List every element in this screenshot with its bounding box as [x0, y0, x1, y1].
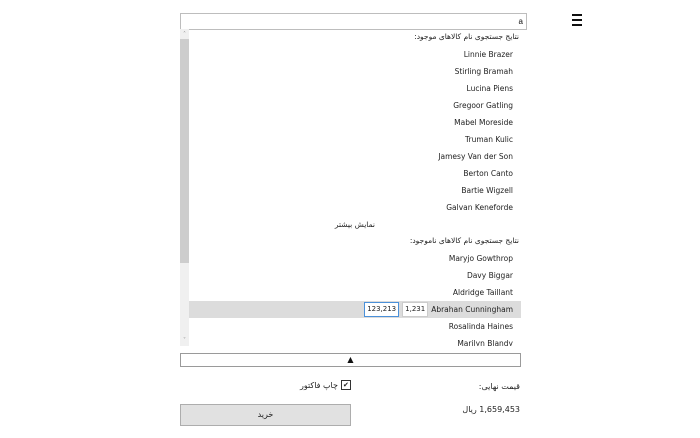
list-item[interactable]: Linnie Brazer — [463, 50, 513, 59]
list-item[interactable]: Berton Canto — [463, 169, 513, 178]
print-invoice-checkbox[interactable]: ✔ — [341, 380, 351, 390]
list-item[interactable]: Rosalinda Haines — [448, 322, 513, 331]
hamburger-menu-button[interactable] — [572, 14, 582, 28]
final-price-value: 1,659,453 ریال — [462, 405, 520, 414]
list-item[interactable]: Davy Biggar — [466, 271, 513, 280]
final-price-label: قیمت نهایی: — [478, 382, 520, 391]
list-item-selected[interactable]: Abrahan Cunningham 1,231 123,213 — [189, 301, 521, 318]
list-item[interactable]: Galvan Keneforde — [446, 203, 513, 212]
search-results-list[interactable] — [180, 29, 521, 346]
search-input[interactable] — [180, 13, 527, 30]
list-item[interactable]: Mabel Moreside — [454, 118, 513, 127]
list-item[interactable]: Gregoor Gatling — [453, 101, 513, 110]
list-item[interactable]: Aldridge Taillant — [452, 288, 513, 297]
buy-button[interactable]: خرید — [180, 404, 351, 426]
print-invoice-option[interactable] — [300, 380, 351, 390]
hamburger-icon-bar — [572, 24, 582, 26]
unavailable-results-header: نتایج جستجوی نام کالاهای ناموجود: — [409, 236, 519, 245]
list-item[interactable]: Stirling Bramah — [454, 67, 513, 76]
results-content — [189, 29, 521, 346]
quantity-input[interactable]: 1,231 — [402, 302, 428, 317]
collapse-results-button[interactable] — [180, 353, 521, 367]
scroll-up-icon[interactable]: ˄ — [183, 31, 186, 38]
list-item[interactable]: Jamesy Van der Son — [438, 152, 513, 161]
list-item[interactable]: Lucina Piens — [466, 84, 513, 93]
list-item[interactable]: Bartie Wigzell — [461, 186, 513, 195]
chevron-up-icon: ▲ — [347, 355, 354, 364]
hamburger-icon-bar — [572, 19, 582, 21]
list-item[interactable]: Maryjo Gowthrop — [448, 254, 513, 263]
list-item[interactable]: Truman Kulic — [465, 135, 513, 144]
show-more-link[interactable]: نمایش بیشتر — [334, 220, 375, 229]
price-input[interactable]: 123,213 — [364, 302, 399, 317]
hamburger-icon-bar — [572, 14, 582, 16]
scroll-down-icon[interactable]: ˅ — [183, 337, 186, 344]
list-item[interactable]: Marilyn Blandy — [457, 339, 513, 346]
vertical-scrollbar[interactable] — [180, 29, 189, 346]
scrollbar-thumb[interactable] — [180, 39, 189, 263]
available-results-header: نتایج جستجوی نام کالاهای موجود: — [414, 32, 519, 41]
print-invoice-label: چاپ فاکتور — [300, 380, 338, 390]
